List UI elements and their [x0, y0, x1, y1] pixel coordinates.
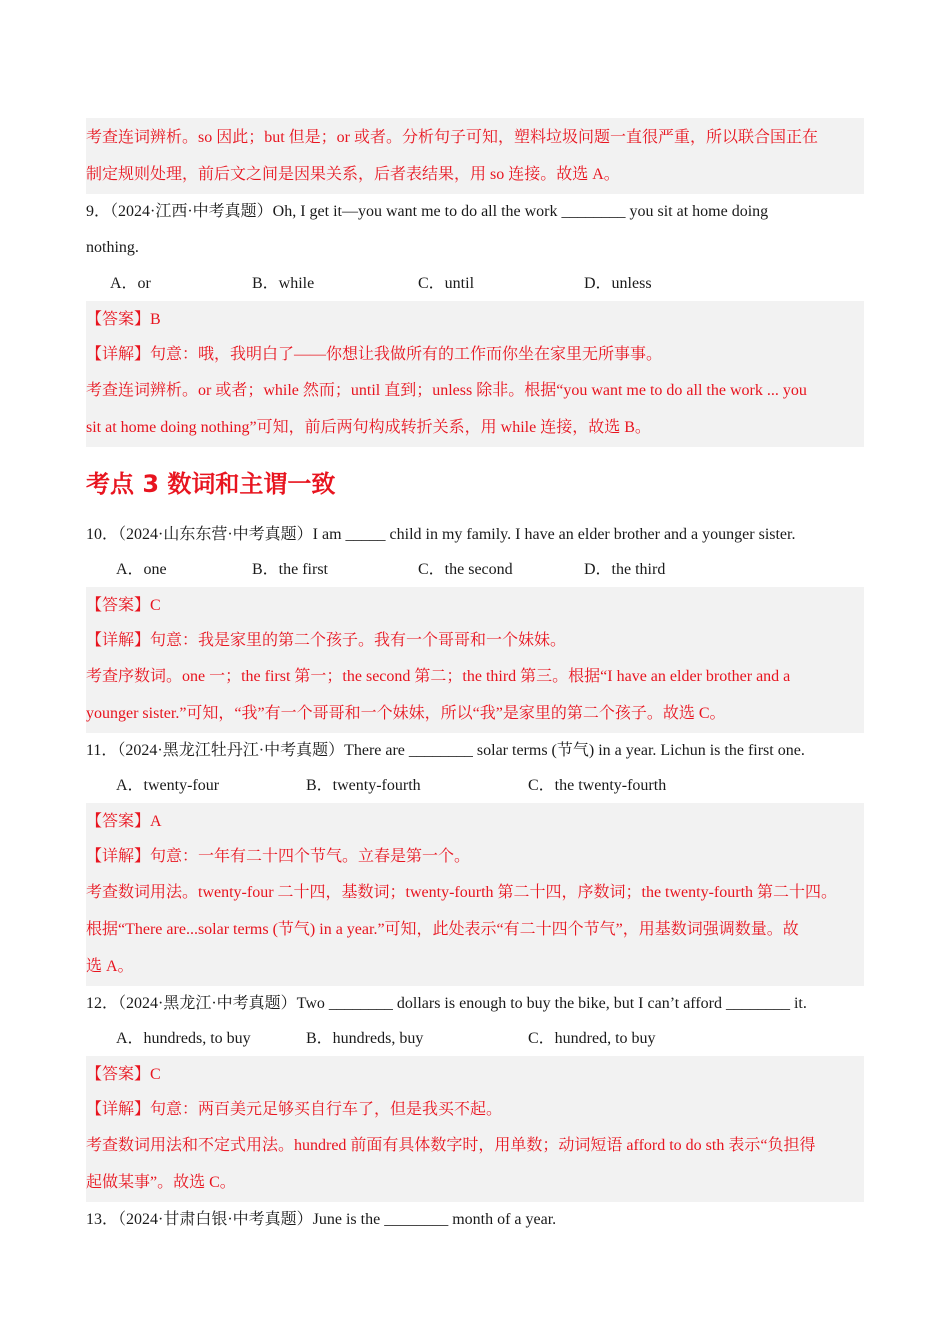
q12-analysis-line-1: 考查数词用法和不定式用法。hundred 前面有具体数字时，用单数；动词短语 afford to do sth 表示“负担得: [86, 1137, 816, 1154]
q11-option-b: B．twenty-fourth: [306, 777, 421, 794]
q12-options: [86, 1021, 864, 1056]
q11-analysis-line-1: 考查数词用法。twenty-four 二十四，基数词；twenty-fourth 第二十四，序数词；the twenty-fourth 第二十四。: [86, 884, 838, 901]
q10-option-d: D．the third: [584, 561, 666, 578]
q11-option-a: A．twenty-four: [116, 777, 220, 794]
q9-option-d: D．unless: [584, 275, 652, 292]
q12-answer: 【答案】C: [86, 1066, 161, 1083]
q8-explanation-block: [86, 118, 864, 194]
q8-analysis-line-1: 考查连词辨析。so 因此；but 但是；or 或者。分析句子可知，塑料垃圾问题一直很严重，所以联合国正在: [86, 129, 819, 146]
q10-detail: 【详解】句意：我是家里的第二个孩子。我有一个哥哥和一个妹妹。: [86, 632, 567, 649]
q12-analysis-line-2: 起做某事”。故选 C。: [86, 1174, 236, 1191]
q9-answer: 【答案】B: [86, 311, 161, 328]
q11-detail: 【详解】句意：一年有二十四个节气。立春是第一个。: [86, 848, 471, 865]
q11-analysis-line-3: 选 A。: [86, 958, 134, 975]
q9-analysis-line-1: 考查连词辨析。or 或者；while 然而；until 直到；unless 除非。根据“you want me to do all the work ... you: [86, 382, 807, 399]
q12-option-c: C．hundred, to buy: [528, 1030, 656, 1047]
q9-option-b: B．while: [252, 275, 315, 292]
q12-stem-line-1: 12．（2024·黑龙江·中考真题）Two ________ dollars is enough to buy the bike, but I can’t afford ________ it.: [86, 995, 807, 1012]
q11-answer: 【答案】A: [86, 813, 162, 830]
document-page: [86, 118, 864, 1237]
q12-option-a: A．hundreds, to buy: [116, 1030, 251, 1047]
q10-option-c: C．the second: [418, 561, 513, 578]
q9-explanation-block: [86, 301, 864, 447]
q11-option-c: C．the twenty-fourth: [528, 777, 667, 794]
q9-detail: 【详解】句意：哦，我明白了——你想让我做所有的工作而你坐在家里无所事事。: [86, 346, 663, 363]
question-10: [86, 517, 864, 587]
q10-answer: 【答案】C: [86, 597, 161, 614]
q9-options: [86, 266, 864, 301]
q11-stem-line-1: 11．（2024·黑龙江牡丹江·中考真题）There are ________ solar terms (节气) in a year. Lichun is the first one.: [86, 742, 805, 759]
q9-stem-line-2: nothing.: [86, 239, 139, 256]
q10-stem-line-1: 10．（2024·山东东营·中考真题）I am _____ child in my family. I have an elder brother and a younger sister.: [86, 526, 796, 543]
q9-stem-line-1: 9．（2024·江西·中考真题）Oh, I get it—you want me to do all the work ________ you sit at home doing: [86, 203, 769, 220]
q11-options: [86, 768, 864, 803]
q12-explanation-block: [86, 1056, 864, 1202]
question-9: [86, 194, 864, 301]
q9-option-c: C．until: [418, 275, 475, 292]
q11-explanation-block: [86, 803, 864, 986]
question-13: [86, 1202, 864, 1237]
q13-stem-line-1: 13．（2024·甘肃白银·中考真题）June is the ________ month of a year.: [86, 1211, 557, 1228]
q10-analysis-line-2: younger sister.”可知，“我”有一个哥哥和一个妹妹，所以“我”是家里的第二个孩子。故选 C。: [86, 705, 726, 722]
q12-option-b: B．hundreds, buy: [306, 1030, 424, 1047]
q10-explanation-block: [86, 587, 864, 733]
q9-analysis-line-2: sit at home doing nothing”可知，前后两句构成转折关系，用 while 连接，故选 B。: [86, 419, 651, 436]
question-11: [86, 733, 864, 803]
q10-option-a: A．one: [116, 561, 167, 578]
q10-options: [86, 552, 864, 587]
q12-detail: 【详解】句意：两百美元足够买自行车了，但是我买不起。: [86, 1101, 503, 1118]
q8-analysis-line-2: 制定规则处理，前后文之间是因果关系，后者表结果，用 so 连接。故选 A。: [86, 166, 620, 183]
q10-option-b: B．the first: [252, 561, 328, 578]
q9-option-a: A．or: [110, 275, 151, 292]
q11-analysis-line-2: 根据“There are...solar terms (节气) in a year.”可知，此处表示“有二十四个节气”，用基数词强调数量。故: [86, 921, 799, 938]
section-heading: 考点 3 数词和主谓一致: [86, 470, 336, 498]
q10-analysis-line-1: 考查序数词。one 一；the first 第一；the second 第二；the third 第三。根据“I have an elder brother and a: [86, 668, 791, 685]
question-12: [86, 986, 864, 1056]
